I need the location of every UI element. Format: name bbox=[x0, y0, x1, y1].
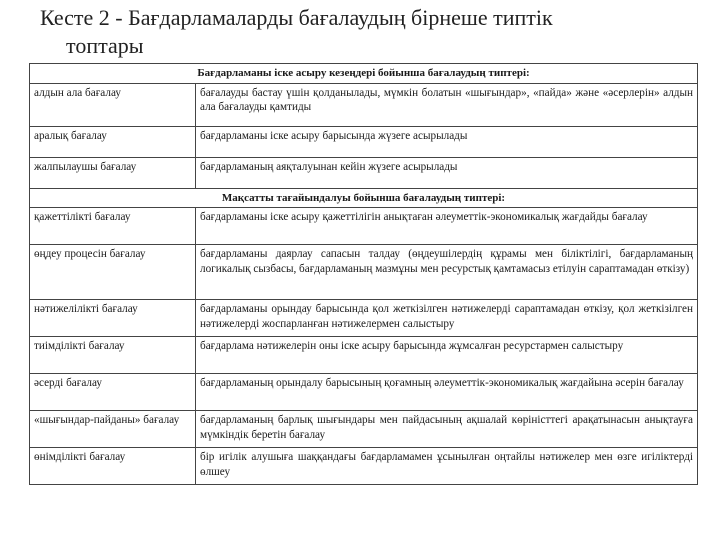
evaluation-type: жалпылаушы бағалау bbox=[30, 157, 196, 188]
evaluation-type: алдын ала бағалау bbox=[30, 83, 196, 126]
evaluation-description: бағалауды бастау үшін қолданылады, мүмкін болатын «шығындар», «пайда» және «әсерлерін» алдын ала бағалауды қамтиды bbox=[196, 83, 698, 126]
evaluation-description: бір игілік алушыға шаққандағы бағдарламамен ұсынылған оңтайлы нәтижелер мен өзге игіліктерді өлшеу bbox=[196, 448, 698, 485]
evaluation-type: өнімділікті бағалау bbox=[30, 448, 196, 485]
section-header-row bbox=[30, 188, 698, 208]
table-row bbox=[30, 411, 698, 448]
evaluation-type: тиімділікті бағалау bbox=[30, 337, 196, 374]
evaluation-type: әсерді бағалау bbox=[30, 374, 196, 411]
evaluation-type: «шығындар-пайданы» бағалау bbox=[30, 411, 196, 448]
page-title bbox=[40, 4, 700, 60]
table-row bbox=[30, 157, 698, 188]
evaluation-description: бағдарламаның орындалу барысының қоғамның әлеуметтік-экономикалық жағдайына әсерін бағалау bbox=[196, 374, 698, 411]
section-header-row bbox=[30, 64, 698, 84]
evaluation-description: бағдарламаны даярлау сапасын талдау (өңдеушілердің құрамы мен біліктілігі, бағдарламаның логикалық сызбасы, бағдарламаның мазмұны мен ресурстық қамтамасыз етілуін сараптамадан өткізу) bbox=[196, 245, 698, 300]
evaluation-description: бағдарлама нәтижелерін оны іске асыру барысында жұмсалған ресурстармен салыстыру bbox=[196, 337, 698, 374]
table-row bbox=[30, 83, 698, 126]
evaluation-types-table bbox=[29, 63, 698, 485]
table-row bbox=[30, 126, 698, 157]
evaluation-description: бағдарламаның аяқталуынан кейін жүзеге асырылады bbox=[196, 157, 698, 188]
title-line-2: топтары bbox=[66, 33, 144, 58]
evaluation-type: нәтижелілікті бағалау bbox=[30, 300, 196, 337]
evaluation-description: бағдарламаның барлық шығындары мен пайдасының ақшалай көріністтегі арақатынасын анықтауға мүмкіндік беретін бағалау bbox=[196, 411, 698, 448]
title-line-1: Кесте 2 - Бағдарламаларды бағалаудың бірнеше типтік bbox=[40, 5, 553, 30]
section2-header: Мақсатты тағайындалуы бойынша бағалаудың типтері: bbox=[30, 188, 698, 208]
section1-header: Бағдарламаны іске асыру кезеңдері бойынша бағалаудың типтері: bbox=[30, 64, 698, 84]
table-row bbox=[30, 208, 698, 245]
table-row bbox=[30, 245, 698, 300]
evaluation-description: бағдарламаны іске асыру барысында жүзеге асырылады bbox=[196, 126, 698, 157]
evaluation-description: бағдарламаны іске асыру қажеттілігін анықтаған әлеуметтік-экономикалық жағдайды бағалау bbox=[196, 208, 698, 245]
evaluation-type: қажеттілікті бағалау bbox=[30, 208, 196, 245]
table-row bbox=[30, 374, 698, 411]
evaluation-type: аралық бағалау bbox=[30, 126, 196, 157]
table-row bbox=[30, 337, 698, 374]
table-row bbox=[30, 448, 698, 485]
evaluation-type: өңдеу процесін бағалау bbox=[30, 245, 196, 300]
table-row bbox=[30, 300, 698, 337]
evaluation-description: бағдарламаны орындау барысында қол жеткізілген нәтижелерді сараптамадан өткізу, қол жеткізілген нәтижелерді жоспарланған нәтижелермен салыстыру bbox=[196, 300, 698, 337]
